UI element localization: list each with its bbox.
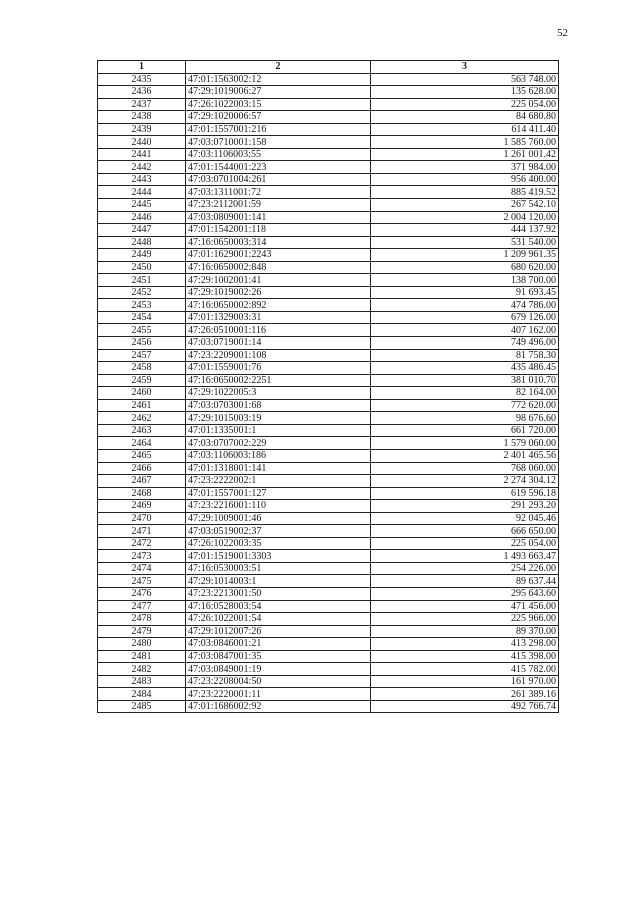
table-row: [98, 700, 559, 713]
row-number-cell: 2479: [98, 625, 186, 638]
row-number-cell: 2453: [98, 299, 186, 312]
cadastral-number-cell: 47:01:1563002:12: [186, 73, 371, 86]
row-number-cell: 2472: [98, 537, 186, 550]
value-cell: 1 209 961.35: [371, 249, 559, 262]
value-cell: 267 542.10: [371, 199, 559, 212]
table-row: [98, 525, 559, 538]
table-row: [98, 575, 559, 588]
row-number-cell: 2452: [98, 286, 186, 299]
row-number-cell: 2483: [98, 675, 186, 688]
table-row: [98, 211, 559, 224]
table-row: [98, 261, 559, 274]
row-number-cell: 2481: [98, 650, 186, 663]
table-row: [98, 550, 559, 563]
row-number-cell: 2463: [98, 424, 186, 437]
cadastral-number-cell: 47:23:2220001:11: [186, 688, 371, 701]
row-number-cell: 2480: [98, 638, 186, 651]
value-cell: 1 261 001.42: [371, 148, 559, 161]
table-row: [98, 399, 559, 412]
value-cell: 435 486.45: [371, 362, 559, 375]
cadastral-number-cell: 47:29:1009001:46: [186, 512, 371, 525]
cadastral-number-cell: 47:26:1022003:35: [186, 537, 371, 550]
cadastral-number-cell: 47:16:0650002:848: [186, 261, 371, 274]
table-row: [98, 638, 559, 651]
row-number-cell: 2466: [98, 462, 186, 475]
cadastral-number-cell: 47:03:1106003:186: [186, 449, 371, 462]
table-row: [98, 437, 559, 450]
row-number-cell: 2470: [98, 512, 186, 525]
row-number-cell: 2471: [98, 525, 186, 538]
row-number-cell: 2446: [98, 211, 186, 224]
table-row: [98, 537, 559, 550]
row-number-cell: 2449: [98, 249, 186, 262]
row-number-cell: 2475: [98, 575, 186, 588]
table-row: [98, 625, 559, 638]
value-cell: 92 045.46: [371, 512, 559, 525]
value-cell: 885 419.52: [371, 186, 559, 199]
cadastral-number-cell: 47:16:0650002:2251: [186, 374, 371, 387]
table-row: [98, 500, 559, 513]
value-cell: 225 966.00: [371, 613, 559, 626]
value-cell: 772 620.00: [371, 399, 559, 412]
cadastral-number-cell: 47:03:0519002:37: [186, 525, 371, 538]
cadastral-number-cell: 47:29:1019006:27: [186, 86, 371, 99]
row-number-cell: 2443: [98, 173, 186, 186]
value-cell: 91 693.45: [371, 286, 559, 299]
value-cell: 679 126.00: [371, 311, 559, 324]
row-number-cell: 2455: [98, 324, 186, 337]
value-cell: 225 054.00: [371, 537, 559, 550]
value-cell: 444 137.92: [371, 224, 559, 237]
cadastral-number-cell: 47:01:1557001:216: [186, 123, 371, 136]
cadastral-number-cell: 47:23:2209001:108: [186, 349, 371, 362]
table-row: [98, 274, 559, 287]
value-cell: 2 274 304.12: [371, 475, 559, 488]
value-cell: 666 650.00: [371, 525, 559, 538]
row-number-cell: 2450: [98, 261, 186, 274]
table-row: [98, 311, 559, 324]
cadastral-number-cell: 47:01:1542001:118: [186, 224, 371, 237]
value-cell: 415 782.00: [371, 663, 559, 676]
cadastral-number-cell: 47:23:2213001:50: [186, 587, 371, 600]
table-row: [98, 663, 559, 676]
row-number-cell: 2461: [98, 399, 186, 412]
table-row: [98, 98, 559, 111]
cadastral-number-cell: 47:01:1544001:223: [186, 161, 371, 174]
row-number-cell: 2478: [98, 613, 186, 626]
table-row: [98, 512, 559, 525]
cadastral-number-cell: 47:23:2216001:110: [186, 500, 371, 513]
row-number-cell: 2439: [98, 123, 186, 136]
cadastral-number-cell: 47:03:1311001:72: [186, 186, 371, 199]
table-row: [98, 86, 559, 99]
cadastral-number-cell: 47:01:1629001:2243: [186, 249, 371, 262]
row-number-cell: 2447: [98, 224, 186, 237]
value-cell: 2 401 465.56: [371, 449, 559, 462]
table-row: [98, 562, 559, 575]
table-row: [98, 675, 559, 688]
value-cell: 291 293.20: [371, 500, 559, 513]
table-row: [98, 424, 559, 437]
value-cell: 295 643.60: [371, 587, 559, 600]
row-number-cell: 2468: [98, 487, 186, 500]
value-cell: 371 984.00: [371, 161, 559, 174]
cadastral-number-cell: 47:16:0530003:51: [186, 562, 371, 575]
row-number-cell: 2465: [98, 449, 186, 462]
row-number-cell: 2482: [98, 663, 186, 676]
table-row: [98, 123, 559, 136]
row-number-cell: 2474: [98, 562, 186, 575]
value-cell: 381 010.70: [371, 374, 559, 387]
value-cell: 471 456.00: [371, 600, 559, 613]
cadastral-number-cell: 47:29:1020006:57: [186, 111, 371, 124]
cadastral-number-cell: 47:16:0528003:54: [186, 600, 371, 613]
cadastral-number-cell: 47:29:1014003:1: [186, 575, 371, 588]
table-row: [98, 73, 559, 86]
value-cell: 680 620.00: [371, 261, 559, 274]
value-cell: 82 164.00: [371, 387, 559, 400]
cadastral-number-cell: 47:29:1015003:19: [186, 412, 371, 425]
table-row: [98, 374, 559, 387]
value-cell: 415 398.00: [371, 650, 559, 663]
value-cell: 661 720.00: [371, 424, 559, 437]
row-number-cell: 2448: [98, 236, 186, 249]
value-cell: 749 496.00: [371, 337, 559, 350]
row-number-cell: 2456: [98, 337, 186, 350]
cadastral-number-cell: 47:01:1557001:127: [186, 487, 371, 500]
value-cell: 138 700.00: [371, 274, 559, 287]
row-number-cell: 2467: [98, 475, 186, 488]
cadastral-number-cell: 47:03:0847001:35: [186, 650, 371, 663]
cadastral-number-cell: 47:23:2112001:59: [186, 199, 371, 212]
row-number-cell: 2484: [98, 688, 186, 701]
cadastral-number-cell: 47:26:1022003:15: [186, 98, 371, 111]
value-cell: 135 628.00: [371, 86, 559, 99]
table-row: [98, 487, 559, 500]
table-row: [98, 337, 559, 350]
table-row: [98, 387, 559, 400]
table-row: [98, 224, 559, 237]
cadastral-number-cell: 47:01:1318001:141: [186, 462, 371, 475]
table-row: [98, 349, 559, 362]
table-row: [98, 148, 559, 161]
table-row: [98, 136, 559, 149]
value-cell: 254 226.00: [371, 562, 559, 575]
column-header: 1: [98, 61, 186, 74]
row-number-cell: 2464: [98, 437, 186, 450]
row-number-cell: 2445: [98, 199, 186, 212]
registry-table: [97, 60, 559, 713]
table-row: [98, 161, 559, 174]
cadastral-number-cell: 47:01:1335001:1: [186, 424, 371, 437]
row-number-cell: 2435: [98, 73, 186, 86]
row-number-cell: 2444: [98, 186, 186, 199]
row-number-cell: 2457: [98, 349, 186, 362]
cadastral-number-cell: 47:03:0846001:21: [186, 638, 371, 651]
row-number-cell: 2473: [98, 550, 186, 563]
table-row: [98, 449, 559, 462]
table-row: [98, 286, 559, 299]
value-cell: 89 637.44: [371, 575, 559, 588]
value-cell: 531 540.00: [371, 236, 559, 249]
row-number-cell: 2440: [98, 136, 186, 149]
cadastral-number-cell: 47:03:0703001:68: [186, 399, 371, 412]
table-row: [98, 111, 559, 124]
row-number-cell: 2469: [98, 500, 186, 513]
table-row: [98, 199, 559, 212]
cadastral-number-cell: 47:29:1012007:26: [186, 625, 371, 638]
table-row: [98, 249, 559, 262]
value-cell: 619 596.18: [371, 487, 559, 500]
cadastral-number-cell: 47:03:0809001:141: [186, 211, 371, 224]
row-number-cell: 2441: [98, 148, 186, 161]
cadastral-number-cell: 47:03:0710001:158: [186, 136, 371, 149]
cadastral-number-cell: 47:03:0849001:19: [186, 663, 371, 676]
cadastral-number-cell: 47:16:0650002:892: [186, 299, 371, 312]
value-cell: 474 786.00: [371, 299, 559, 312]
value-cell: 98 676.60: [371, 412, 559, 425]
cadastral-number-cell: 47:16:0650003:314: [186, 236, 371, 249]
row-number-cell: 2477: [98, 600, 186, 613]
value-cell: 956 400.00: [371, 173, 559, 186]
table-row: [98, 462, 559, 475]
value-cell: 413 298.00: [371, 638, 559, 651]
cadastral-number-cell: 47:01:1686002:92: [186, 700, 371, 713]
value-cell: 225 054.00: [371, 98, 559, 111]
table-body: [98, 73, 559, 713]
cadastral-number-cell: 47:03:1106003:55: [186, 148, 371, 161]
cadastral-number-cell: 47:29:1022005:3: [186, 387, 371, 400]
value-cell: 261 389.16: [371, 688, 559, 701]
row-number-cell: 2454: [98, 311, 186, 324]
row-number-cell: 2437: [98, 98, 186, 111]
row-number-cell: 2462: [98, 412, 186, 425]
value-cell: 2 004 120.00: [371, 211, 559, 224]
row-number-cell: 2442: [98, 161, 186, 174]
value-cell: 84 680.80: [371, 111, 559, 124]
table-row: [98, 173, 559, 186]
row-number-cell: 2459: [98, 374, 186, 387]
value-cell: 1 585 760.00: [371, 136, 559, 149]
value-cell: 768 060.00: [371, 462, 559, 475]
table-row: [98, 688, 559, 701]
table-row: [98, 362, 559, 375]
table-row: [98, 587, 559, 600]
row-number-cell: 2451: [98, 274, 186, 287]
row-number-cell: 2458: [98, 362, 186, 375]
value-cell: 1 579 060.00: [371, 437, 559, 450]
table-row: [98, 299, 559, 312]
column-header: 2: [186, 61, 371, 74]
cadastral-number-cell: 47:01:1329003:31: [186, 311, 371, 324]
cadastral-number-cell: 47:26:1022001:54: [186, 613, 371, 626]
page-number: 52: [557, 27, 568, 39]
table-row: [98, 600, 559, 613]
table-row: [98, 236, 559, 249]
value-cell: 614 411.40: [371, 123, 559, 136]
cadastral-number-cell: 47:01:1559001:76: [186, 362, 371, 375]
value-cell: 89 370.00: [371, 625, 559, 638]
value-cell: 81 758.30: [371, 349, 559, 362]
cadastral-number-cell: 47:26:0510001:116: [186, 324, 371, 337]
table-row: [98, 613, 559, 626]
value-cell: 1 493 663.47: [371, 550, 559, 563]
table-row: [98, 475, 559, 488]
value-cell: 161 970.00: [371, 675, 559, 688]
row-number-cell: 2438: [98, 111, 186, 124]
cadastral-number-cell: 47:03:0701004:261: [186, 173, 371, 186]
row-number-cell: 2460: [98, 387, 186, 400]
cadastral-number-cell: 47:01:1519001:3303: [186, 550, 371, 563]
table-row: [98, 186, 559, 199]
cadastral-number-cell: 47:29:1019002:26: [186, 286, 371, 299]
table-row: [98, 324, 559, 337]
value-cell: 563 748.00: [371, 73, 559, 86]
cadastral-number-cell: 47:03:0719001:14: [186, 337, 371, 350]
row-number-cell: 2485: [98, 700, 186, 713]
table-header-row: [98, 61, 559, 74]
row-number-cell: 2476: [98, 587, 186, 600]
row-number-cell: 2436: [98, 86, 186, 99]
cadastral-number-cell: 47:03:0707002:229: [186, 437, 371, 450]
value-cell: 407 162.00: [371, 324, 559, 337]
cadastral-number-cell: 47:29:1002001:41: [186, 274, 371, 287]
column-header: 3: [371, 61, 559, 74]
table-row: [98, 412, 559, 425]
value-cell: 492 766.74: [371, 700, 559, 713]
table-row: [98, 650, 559, 663]
cadastral-number-cell: 47:23:2222002:1: [186, 475, 371, 488]
cadastral-number-cell: 47:23:2208004:50: [186, 675, 371, 688]
